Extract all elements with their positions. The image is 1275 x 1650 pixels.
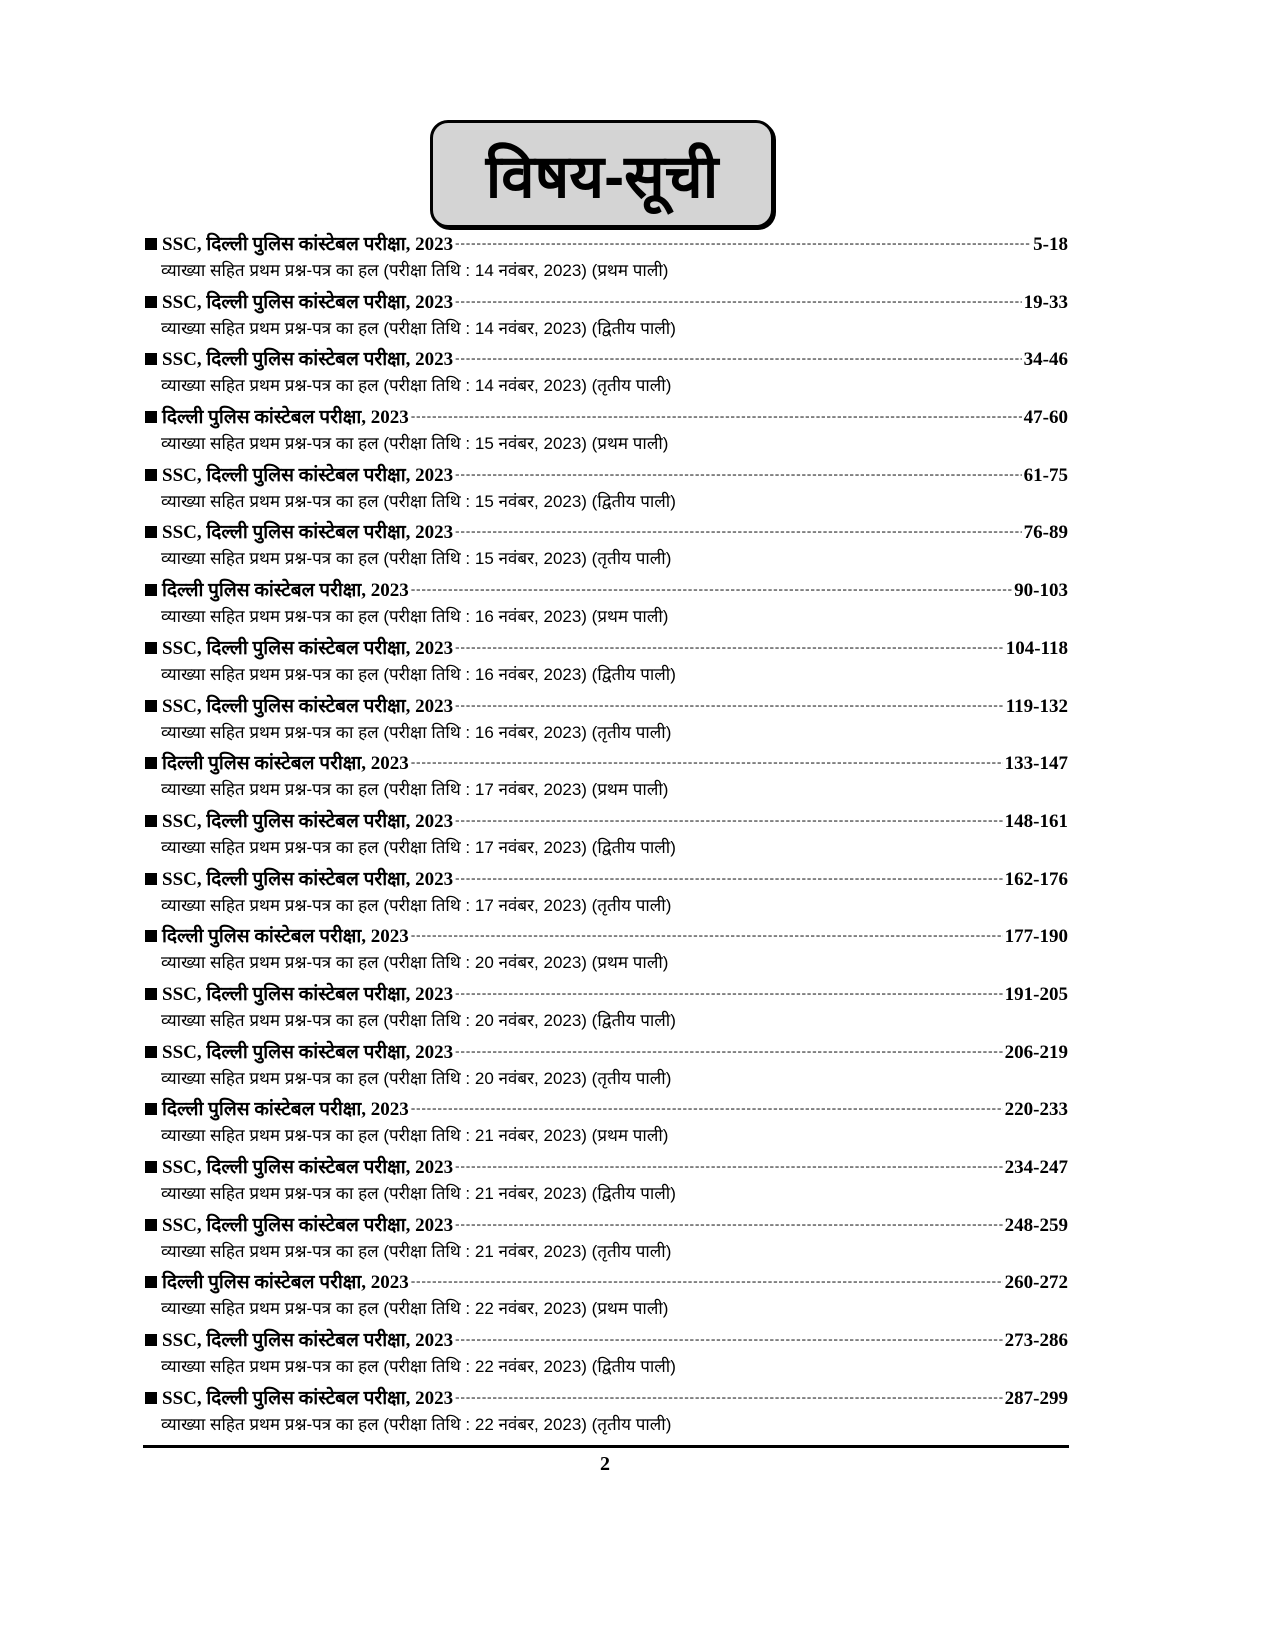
toc-entry-title: दिल्ली पुलिस कांस्टेबल परीक्षा, 2023	[162, 753, 409, 775]
dotted-leader	[455, 1158, 1003, 1174]
dotted-leader	[411, 581, 1012, 597]
toc-entry-subtitle: व्याख्या सहित प्रथम प्रश्न-पत्र का हल (परीक्षा तिथि : 20 नवंबर, 2023) (तृतीय पाली)	[161, 1068, 672, 1088]
toc-entry-pages: 206-219	[1004, 1041, 1068, 1063]
toc-entry-title: SSC, दिल्ली पुलिस कांस्टेबल परीक्षा, 2023	[162, 1157, 454, 1178]
toc-entry-title: SSC, दिल्ली पुलिस कांस्टेबल परीक्षा, 2023	[162, 695, 454, 717]
toc-entry-pages: 148-161	[1004, 810, 1068, 832]
toc-entry-heading	[145, 228, 1068, 256]
square-bullet-icon	[145, 353, 157, 365]
table-of-contents	[145, 228, 1068, 1439]
square-bullet-icon	[145, 526, 157, 538]
toc-entry-subtitle: व्याख्या सहित प्रथम प्रश्न-पत्र का हल (परीक्षा तिथि : 15 नवंबर, 2023) (तृतीय पाली)	[161, 549, 672, 569]
toc-entry-pages: 61-75	[1023, 464, 1068, 486]
toc-entry-title: SSC, दिल्ली पुलिस कांस्टेबल परीक्षा, 2023	[162, 464, 454, 486]
toc-entry[interactable]	[145, 574, 1068, 632]
dotted-leader	[455, 639, 1004, 655]
dotted-leader	[455, 1389, 1003, 1405]
toc-entry-subtitle: व्याख्या सहित प्रथम प्रश्न-पत्र का हल (परीक्षा तिथि : 14 नवंबर, 2023) (द्वितीय पाली)	[161, 318, 676, 338]
toc-entry-pages: 19-33	[1023, 291, 1068, 313]
toc-entry[interactable]	[145, 1382, 1068, 1440]
toc-entry[interactable]	[145, 459, 1068, 517]
toc-entry-heading	[145, 516, 1068, 544]
toc-entry-title: SSC, दिल्ली पुलिस कांस्टेबल परीक्षा, 2023	[162, 810, 454, 832]
square-bullet-icon	[145, 1103, 157, 1115]
toc-entry[interactable]	[145, 516, 1068, 574]
dotted-leader	[455, 870, 1003, 886]
toc-entry[interactable]	[145, 1093, 1068, 1151]
toc-entry[interactable]	[145, 1151, 1068, 1209]
toc-entry-heading	[145, 1036, 1068, 1064]
toc-entry-title: दिल्ली पुलिस कांस्टेबल परीक्षा, 2023	[162, 1099, 409, 1121]
toc-entry-subtitle: व्याख्या सहित प्रथम प्रश्न-पत्र का हल (परीक्षा तिथि : 14 नवंबर, 2023) (प्रथम पाली)	[161, 261, 669, 280]
toc-entry-pages: 5-18	[1033, 234, 1068, 255]
toc-entry-title: SSC, दिल्ली पुलिस कांस्टेबल परीक्षा, 2023	[162, 983, 454, 1005]
dotted-leader	[455, 235, 1031, 251]
toc-entry-pages: 273-286	[1004, 1330, 1068, 1352]
toc-entry-subtitle: व्याख्या सहित प्रथम प्रश्न-पत्र का हल (परीक्षा तिथि : 15 नवंबर, 2023) (प्रथम पाली)	[161, 434, 669, 454]
toc-entry-title: SSC, दिल्ली पुलिस कांस्टेबल परीक्षा, 2023	[162, 1330, 454, 1352]
toc-entry-pages: 47-60	[1023, 407, 1068, 429]
toc-entry-title: दिल्ली पुलिस कांस्टेबल परीक्षा, 2023	[162, 1272, 409, 1294]
square-bullet-icon	[145, 642, 157, 654]
toc-entry-subtitle: व्याख्या सहित प्रथम प्रश्न-पत्र का हल (परीक्षा तिथि : 22 नवंबर, 2023) (द्वितीय पाली)	[161, 1357, 676, 1377]
toc-entry-subtitle: व्याख्या सहित प्रथम प्रश्न-पत्र का हल (परीक्षा तिथि : 21 नवंबर, 2023) (तृतीय पाली)	[161, 1241, 672, 1261]
toc-entry-subtitle: व्याख्या सहित प्रथम प्रश्न-पत्र का हल (परीक्षा तिथि : 17 नवंबर, 2023) (प्रथम पाली)	[161, 780, 669, 800]
square-bullet-icon	[145, 1392, 157, 1404]
toc-entry-pages: 177-190	[1004, 926, 1068, 948]
square-bullet-icon	[145, 700, 157, 712]
toc-entry-subtitle: व्याख्या सहित प्रथम प्रश्न-पत्र का हल (परीक्षा तिथि : 16 नवंबर, 2023) (प्रथम पाली)	[161, 607, 669, 627]
toc-entry[interactable]	[145, 228, 1068, 286]
toc-entry-heading	[145, 1324, 1068, 1352]
toc-entry-heading	[145, 632, 1068, 660]
toc-entry[interactable]	[145, 747, 1068, 805]
toc-entry-pages: 248-259	[1004, 1214, 1068, 1236]
toc-entry-subtitle: व्याख्या सहित प्रथम प्रश्न-पत्र का हल (परीक्षा तिथि : 17 नवंबर, 2023) (द्वितीय पाली)	[161, 837, 676, 857]
dotted-leader	[455, 985, 1003, 1001]
toc-entry-heading	[145, 805, 1068, 833]
toc-entry-pages: 162-176	[1004, 868, 1068, 890]
toc-entry-subtitle: व्याख्या सहित प्रथम प्रश्न-पत्र का हल (परीक्षा तिथि : 16 नवंबर, 2023) (द्वितीय पाली)	[161, 664, 676, 684]
toc-entry[interactable]	[145, 690, 1068, 748]
toc-entry-title: SSC, दिल्ली पुलिस कांस्टेबल परीक्षा, 2023	[162, 291, 454, 313]
toc-entry-heading	[145, 863, 1068, 891]
square-bullet-icon	[145, 988, 157, 1000]
square-bullet-icon	[145, 411, 157, 423]
toc-entry-subtitle: व्याख्या सहित प्रथम प्रश्न-पत्र का हल (परीक्षा तिथि : 17 नवंबर, 2023) (तृतीय पाली)	[161, 895, 672, 915]
square-bullet-icon	[145, 584, 157, 596]
dotted-leader	[455, 350, 1022, 366]
footer-divider	[143, 1445, 1069, 1448]
dotted-leader	[455, 1331, 1003, 1347]
toc-entry-heading	[145, 286, 1068, 314]
toc-entry[interactable]	[145, 1266, 1068, 1324]
toc-entry-subtitle: व्याख्या सहित प्रथम प्रश्न-पत्र का हल (परीक्षा तिथि : 15 नवंबर, 2023) (द्वितीय पाली)	[161, 491, 676, 511]
toc-entry-pages: 260-272	[1004, 1272, 1068, 1294]
toc-entry-heading	[145, 978, 1068, 1006]
toc-entry-heading	[145, 459, 1068, 487]
toc-entry-heading	[145, 574, 1068, 602]
toc-entry-subtitle: व्याख्या सहित प्रथम प्रश्न-पत्र का हल (परीक्षा तिथि : 21 नवंबर, 2023) (द्वितीय पाली)	[161, 1184, 676, 1203]
toc-entry-title: SSC, दिल्ली पुलिस कांस्टेबल परीक्षा, 2023	[162, 1041, 454, 1063]
toc-entry-heading	[145, 747, 1068, 775]
toc-entry-title: दिल्ली पुलिस कांस्टेबल परीक्षा, 2023	[162, 580, 409, 602]
toc-entry-title: SSC, दिल्ली पुलिस कांस्टेबल परीक्षा, 2023	[162, 1214, 454, 1236]
dotted-leader	[455, 812, 1003, 828]
toc-entry-title: SSC, दिल्ली पुलिस कांस्टेबल परीक्षा, 2023	[162, 637, 454, 659]
toc-entry-title: SSC, दिल्ली पुलिस कांस्टेबल परीक्षा, 2023	[162, 1387, 454, 1409]
toc-entry[interactable]	[145, 805, 1068, 863]
toc-entry-subtitle: व्याख्या सहित प्रथम प्रश्न-पत्र का हल (परीक्षा तिथि : 14 नवंबर, 2023) (तृतीय पाली)	[161, 376, 672, 396]
toc-entry-pages: 90-103	[1014, 580, 1068, 602]
toc-entry-heading	[145, 1382, 1068, 1410]
page-title-box	[430, 120, 774, 228]
toc-entry[interactable]	[145, 632, 1068, 690]
toc-entry-pages: 76-89	[1023, 522, 1068, 544]
toc-entry-title: दिल्ली पुलिस कांस्टेबल परीक्षा, 2023	[162, 407, 409, 429]
toc-entry-pages: 234-247	[1004, 1157, 1068, 1178]
square-bullet-icon	[145, 930, 157, 942]
toc-entry-title: SSC, दिल्ली पुलिस कांस्टेबल परीक्षा, 2023	[162, 522, 454, 544]
square-bullet-icon	[145, 815, 157, 827]
toc-entry-heading	[145, 1266, 1068, 1294]
square-bullet-icon	[145, 469, 157, 481]
toc-entry[interactable]	[145, 978, 1068, 1036]
dotted-leader	[455, 1216, 1003, 1232]
toc-entry-pages: 119-132	[1005, 695, 1068, 717]
toc-entry-subtitle: व्याख्या सहित प्रथम प्रश्न-पत्र का हल (परीक्षा तिथि : 22 नवंबर, 2023) (तृतीय पाली)	[161, 1414, 672, 1434]
toc-entry-pages: 191-205	[1004, 983, 1068, 1005]
dotted-leader	[411, 754, 1003, 770]
square-bullet-icon	[145, 757, 157, 769]
toc-entry-title: SSC, दिल्ली पुलिस कांस्टेबल परीक्षा, 2023	[162, 868, 454, 890]
square-bullet-icon	[145, 238, 157, 250]
toc-entry-title: SSC, दिल्ली पुलिस कांस्टेबल परीक्षा, 2023	[162, 349, 454, 371]
toc-entry-subtitle: व्याख्या सहित प्रथम प्रश्न-पत्र का हल (परीक्षा तिथि : 20 नवंबर, 2023) (द्वितीय पाली)	[161, 1010, 676, 1030]
dotted-leader	[455, 466, 1022, 482]
square-bullet-icon	[145, 1276, 157, 1288]
square-bullet-icon	[145, 1334, 157, 1346]
toc-entry-pages: 133-147	[1004, 753, 1068, 775]
toc-entry-title: दिल्ली पुलिस कांस्टेबल परीक्षा, 2023	[162, 926, 409, 948]
toc-entry-subtitle: व्याख्या सहित प्रथम प्रश्न-पत्र का हल (परीक्षा तिथि : 16 नवंबर, 2023) (तृतीय पाली)	[161, 722, 672, 742]
toc-entry-heading	[145, 920, 1068, 948]
toc-entry-pages: 104-118	[1005, 637, 1068, 659]
dotted-leader	[455, 697, 1004, 713]
dotted-leader	[455, 523, 1022, 539]
toc-entry[interactable]	[145, 286, 1068, 344]
toc-entry[interactable]	[145, 920, 1068, 978]
toc-entry[interactable]	[145, 1036, 1068, 1094]
dotted-leader	[455, 1043, 1003, 1059]
toc-entry-heading	[145, 401, 1068, 429]
page-number: 2	[600, 1453, 610, 1475]
toc-entry-pages: 287-299	[1004, 1387, 1068, 1409]
toc-entry-heading	[145, 1209, 1068, 1237]
toc-entry-pages: 220-233	[1004, 1099, 1068, 1121]
dotted-leader	[455, 293, 1022, 309]
dotted-leader	[411, 927, 1003, 943]
square-bullet-icon	[145, 296, 157, 308]
dotted-leader	[411, 408, 1022, 424]
square-bullet-icon	[145, 873, 157, 885]
toc-entry-pages: 34-46	[1023, 349, 1068, 371]
toc-entry-heading	[145, 1151, 1068, 1179]
toc-entry[interactable]	[145, 1209, 1068, 1267]
square-bullet-icon	[145, 1219, 157, 1231]
toc-entry[interactable]	[145, 1324, 1068, 1382]
toc-entry-subtitle: व्याख्या सहित प्रथम प्रश्न-पत्र का हल (परीक्षा तिथि : 21 नवंबर, 2023) (प्रथम पाली)	[161, 1126, 669, 1146]
toc-entry[interactable]	[145, 401, 1068, 459]
square-bullet-icon	[145, 1046, 157, 1058]
toc-entry-subtitle: व्याख्या सहित प्रथम प्रश्न-पत्र का हल (परीक्षा तिथि : 22 नवंबर, 2023) (प्रथम पाली)	[161, 1299, 669, 1319]
toc-entry-heading	[145, 690, 1068, 718]
toc-entry-subtitle: व्याख्या सहित प्रथम प्रश्न-पत्र का हल (परीक्षा तिथि : 20 नवंबर, 2023) (प्रथम पाली)	[161, 953, 669, 973]
dotted-leader	[411, 1273, 1003, 1289]
toc-entry-heading	[145, 343, 1068, 371]
toc-entry[interactable]	[145, 343, 1068, 401]
toc-entry[interactable]	[145, 863, 1068, 921]
page-title: विषय-सूची	[485, 143, 719, 210]
square-bullet-icon	[145, 1161, 157, 1173]
toc-entry-title: SSC, दिल्ली पुलिस कांस्टेबल परीक्षा, 2023	[162, 234, 454, 255]
dotted-leader	[411, 1100, 1003, 1116]
toc-entry-heading	[145, 1093, 1068, 1121]
